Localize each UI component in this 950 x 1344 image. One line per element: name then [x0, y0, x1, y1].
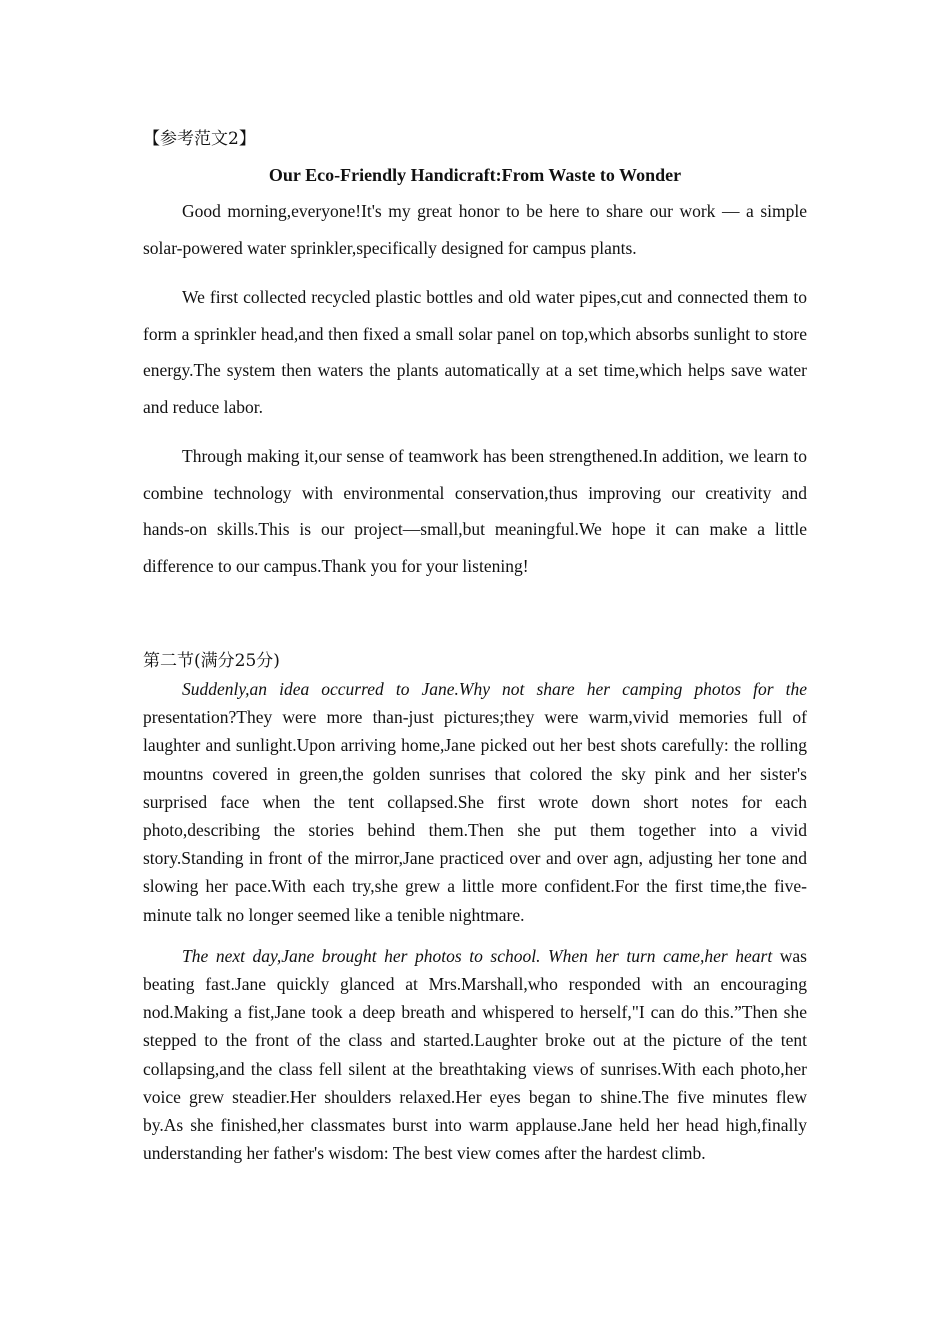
paragraph-1-body: presentation?They were more than-just pictures;they were warm,vivid memories full of laughter and sunlight.Upon arriving home,Jane picked out her best shots carefully: the rolling mountns covered in green,the golden sunrises that colored the sky pink and her sister's surprised face when the tent collapsed.She first wrote down short notes for each photo,describing the stories behind them.Then she put them together into a vivid story.Standing in front of the mirror,Jane practiced over and over agn, adjusting her tone and slowing her pace.With each try,she grew a little more confident.For the first time,the five-minute talk no longer seemed like a tenible nightmare. [143, 707, 807, 925]
continuation-paragraph-1 [143, 675, 807, 929]
essay-paragraph-1: Good morning,everyone!It's my great honor to be here to share our work — a simple solar-powered water sprinkler,specifically designed for campus plants. [143, 201, 807, 258]
essay-title: Our Eco-Friendly Handicraft:From Waste to Wonder [268, 165, 682, 185]
essay-paragraph-3: Through making it,our sense of teamwork has been strengthened.In addition, we learn to combine technology with environmental conservation,thus improving our creativity and hands-on skills.This is our project—small,but meaningful.We hope it can make a little difference to our campus.Thank you for your listening! [143, 446, 807, 576]
continuation-paragraph-2 [143, 942, 807, 1168]
section-spacer [143, 597, 807, 647]
section-two-heading: 第二节(满分25分) [143, 651, 280, 671]
reference-essay-label: 【参考范文2】 [143, 129, 256, 149]
paragraph-2-lead-sentence: The next day,Jane brought her photos to school. When her turn came,her heart [182, 945, 773, 966]
essay-paragraph-2: We first collected recycled plastic bottles and old water pipes,cut and connected them to form a sprinkler head,and then fixed a small solar panel on top,which absorbs sunlight to store energy.The system then waters the plants automatically at a set time,which helps save water and reduce labor. [143, 287, 807, 417]
document-page [143, 125, 807, 1180]
paragraph-1-lead-sentence: Suddenly,an idea occurred to Jane.Why not share her camping photos for the [182, 679, 807, 699]
paragraph-2-body: was beating fast.Jane quickly glanced at Mrs.Marshall,who responded with an encouraging nod.Making a fist,Jane took a deep breath and whispered to herself,"I can do this.”Then she stepped to the front of the class and started.Laughter broke out at the picture of the tent collapsing,and the class fell silent at the breathtaking views of sunrises.With each photo,her voice grew steadier.Her shoulders relaxed.Her eyes began to shine.The five minutes flew by.As she finished,her classmates burst into warm applause.Jane held her head high,finally understanding her father's wisdom: The best view comes after the hardest climb. [143, 945, 807, 1164]
